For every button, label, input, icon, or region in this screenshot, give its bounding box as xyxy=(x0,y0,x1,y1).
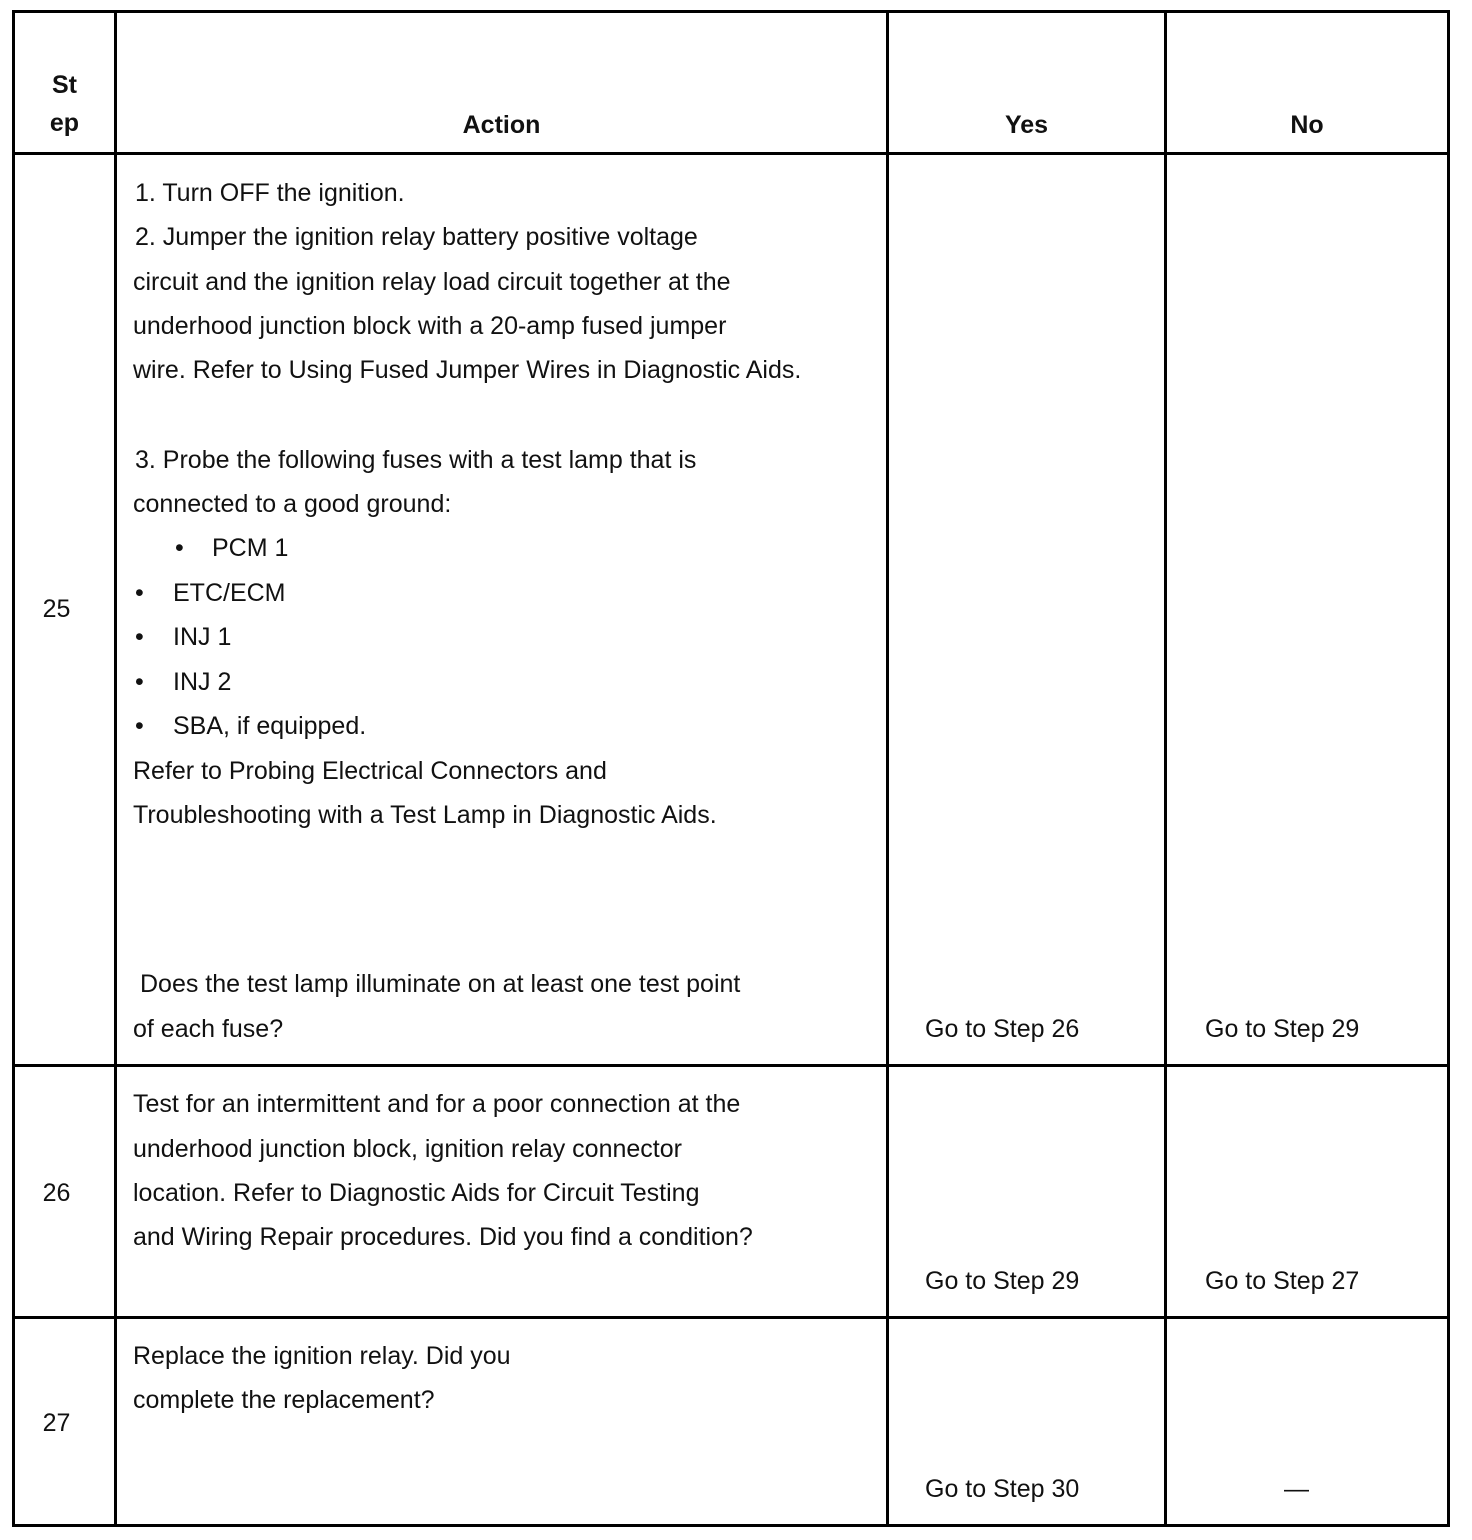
header-step: St ep xyxy=(49,71,80,137)
fuse-item: SBA, if equipped. xyxy=(173,712,367,740)
action-line: Test for an intermittent and for a poor connection at the xyxy=(133,1090,741,1118)
step-number: 27 xyxy=(42,1409,71,1437)
header-yes: Yes xyxy=(1004,111,1049,139)
action-line: Replace the ignition relay. Did you xyxy=(133,1342,511,1370)
no-result: Go to Step 29 xyxy=(1205,1015,1360,1043)
action-line: Refer to Probing Electrical Connectors and xyxy=(133,757,607,785)
action-line: and Wiring Repair procedures. Did you find a condition? xyxy=(133,1223,753,1251)
action-line: Does the test lamp illuminate on at least one test point xyxy=(140,970,741,998)
no-result: Go to Step 27 xyxy=(1205,1267,1360,1295)
header-divider xyxy=(12,152,1450,155)
bullet-icon: • xyxy=(135,712,144,740)
action-line: underhood junction block, ignition relay connector xyxy=(133,1135,682,1163)
action-line: 2. Jumper the ignition relay battery positive voltage xyxy=(135,223,698,251)
step-number: 25 xyxy=(42,595,71,623)
action-line: complete the replacement? xyxy=(133,1386,435,1414)
action-line: circuit and the ignition relay load circuit together at the xyxy=(133,268,731,296)
fuse-item: PCM 1 xyxy=(212,534,289,562)
bullet-icon: • xyxy=(175,534,184,562)
action-line: 1. Turn OFF the ignition. xyxy=(135,179,405,207)
fuse-item: ETC/ECM xyxy=(173,579,286,607)
action-line: Troubleshooting with a Test Lamp in Diagnostic Aids. xyxy=(133,801,717,829)
table-border-bottom xyxy=(12,1524,1450,1527)
column-divider xyxy=(1164,10,1167,1527)
yes-result: Go to Step 30 xyxy=(925,1475,1080,1503)
action-line: connected to a good ground: xyxy=(133,490,452,518)
action-line: location. Refer to Diagnostic Aids for Circuit Testing xyxy=(133,1179,700,1207)
action-line: 3. Probe the following fuses with a test lamp that is xyxy=(135,446,697,474)
yes-result: Go to Step 26 xyxy=(925,1015,1080,1043)
fuse-item: INJ 1 xyxy=(173,623,232,651)
table-border-top xyxy=(12,10,1450,13)
bullet-icon: • xyxy=(135,579,144,607)
table-border-left xyxy=(12,10,15,1527)
action-line: of each fuse? xyxy=(133,1015,284,1043)
header-no: No xyxy=(1290,111,1324,139)
fuse-item: INJ 2 xyxy=(173,668,232,696)
column-divider xyxy=(114,10,117,1527)
step-number: 26 xyxy=(42,1179,71,1207)
action-line: underhood junction block with a 20-amp fused jumper xyxy=(133,312,727,340)
action-line: wire. Refer to Using Fused Jumper Wires in Diagnostic Aids. xyxy=(133,356,802,384)
column-divider xyxy=(886,10,889,1527)
row-divider xyxy=(12,1316,1450,1319)
bullet-icon: • xyxy=(135,668,144,696)
row-divider xyxy=(12,1064,1450,1067)
bullet-icon: • xyxy=(135,623,144,651)
no-result: — xyxy=(1284,1475,1309,1503)
header-action: Action xyxy=(462,111,541,139)
table-border-right xyxy=(1447,10,1450,1527)
yes-result: Go to Step 29 xyxy=(925,1267,1080,1295)
